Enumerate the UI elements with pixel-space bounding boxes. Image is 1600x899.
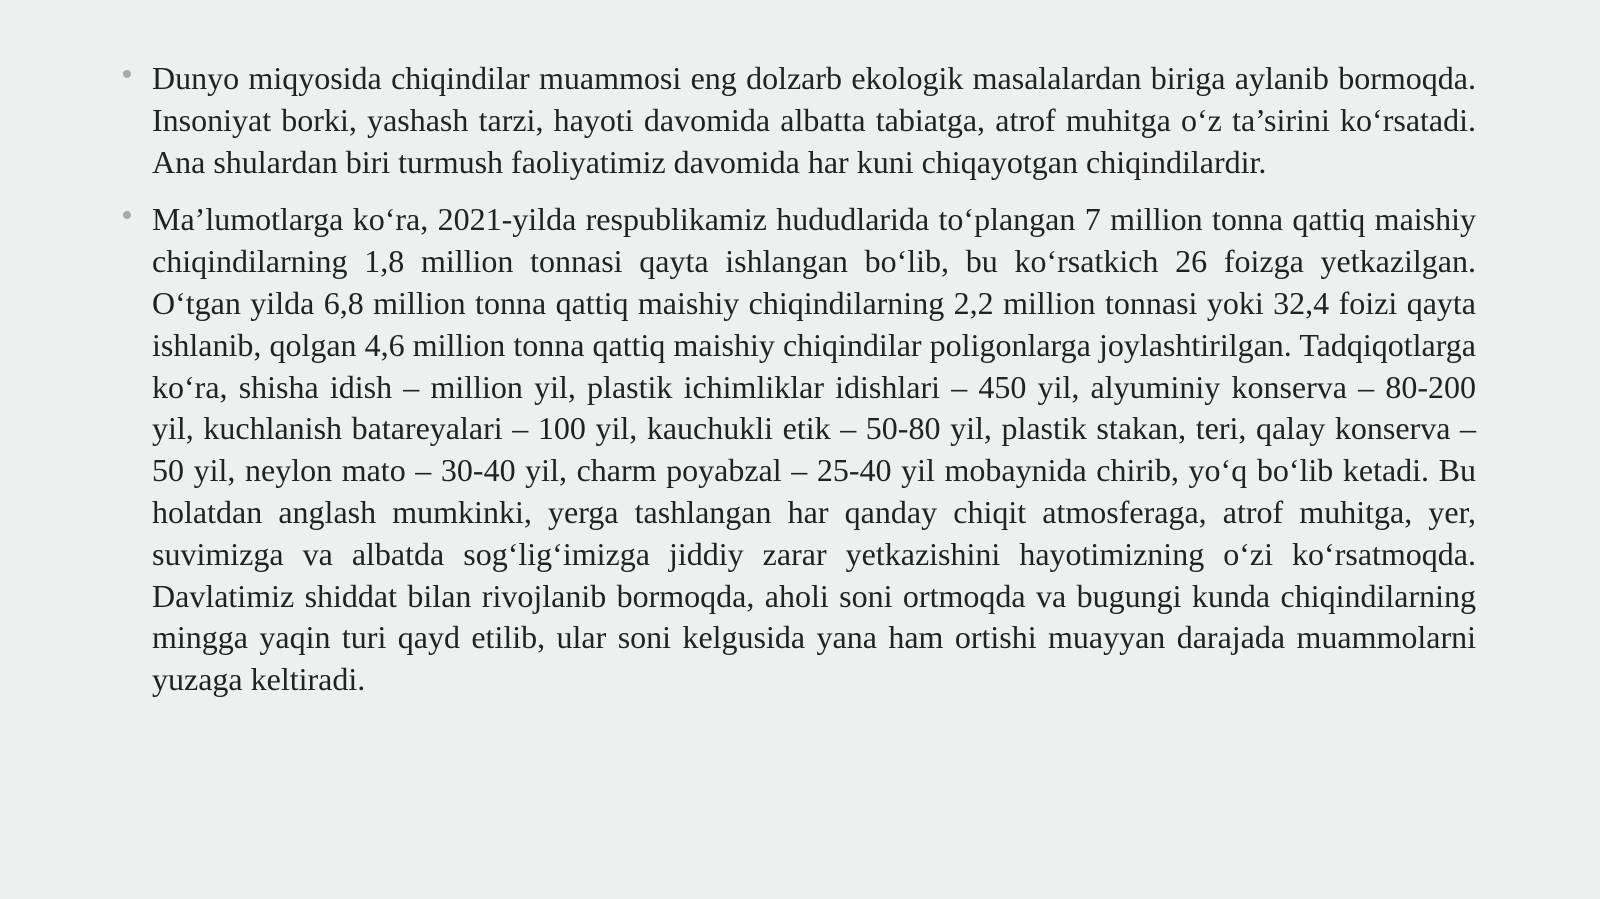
bullet-item-2: [118, 199, 1476, 701]
bullet-list: [118, 58, 1476, 717]
paragraph-text: Ma’lumotlarga ko‘ra, 2021-yilda respublikamiz hududlarida to‘plangan 7 million tonna qattiq maishiy chiqindilarning 1,8 million tonnasi qayta ishlangan bo‘lib, bu ko‘rsatkich 26 foizga yetkazilgan. O‘tgan yilda 6,8 million tonna qattiq maishiy chiqindilarning 2,2 million tonnasi yoki 32,4 foizi qayta ishlanib, qolgan 4,6 million tonna qattiq maishiy chiqindilar poligonlarga joylashtirilgan. Tadqiqotlarga ko‘ra, shisha idish – million yil, plastik ichimliklar idishlari – 450 yil, alyuminiy konserva – 80-200 yil, kuchlanish batareyalari – 100 yil, kauchukli etik – 50-80 yil, plastik stakan, teri, qalay konserva – 50 yil, neylon mato – 30-40 yil, charm poyabzal – 25-40 yil mobaynida chirib, yo‘q bo‘lib ketadi. Bu holatdan anglash mumkinki, yerga tashlangan har qanday chiqit atmosferaga, atrof muhitga, yer, suvimizga va albatda sog‘lig‘imizga jiddiy zarar yetkazishini hayotimizning o‘zi ko‘rsatmoqda. Davlatimiz shiddat bilan rivojlanib bormoqda, aholi soni ortmoqda va bugungi kunda chiqindilarning mingga yaqin turi qayd etilib, ular soni kelgusida yana ham ortishi muayyan darajada muammolarni yuzaga keltiradi.: [152, 201, 1476, 698]
paragraph-text: Dunyo miqyosida chiqindilar muammosi eng dolzarb ekologik masalalardan biriga aylanib bormoqda. Insoniyat borki, yashash tarzi, hayoti davomida albatta tabiatga, atrof muhitga o‘z ta’sirini ko‘rsatadi. Ana shulardan biri turmush faoliyatimiz davomida har kuni chiqayotgan chiqindilardir.: [152, 60, 1476, 180]
bullet-item-1: [118, 58, 1476, 183]
bullet-dot-icon: [123, 70, 131, 78]
bullet-dot-icon: [123, 211, 131, 219]
